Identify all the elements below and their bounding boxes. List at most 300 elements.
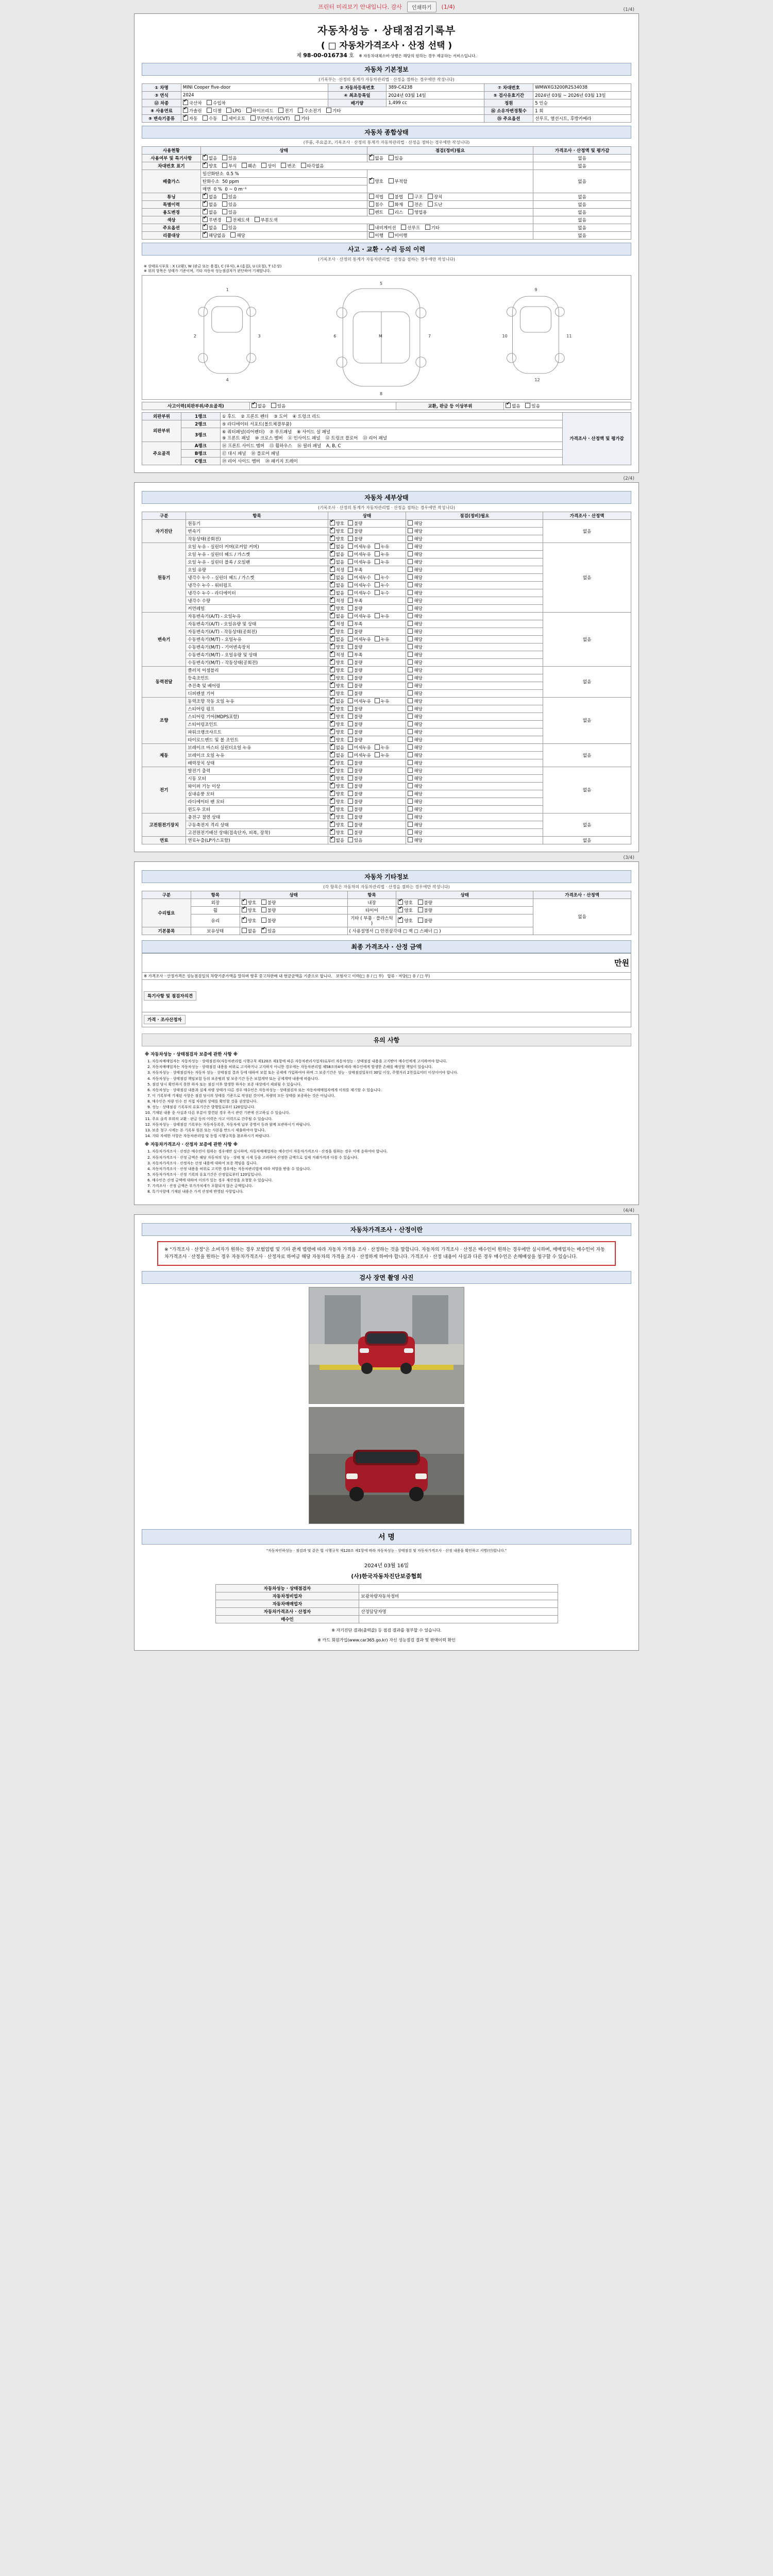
opt-cell[interactable]: 해당 <box>408 598 422 604</box>
opt-cell[interactable]: 미세누유 <box>348 698 371 704</box>
opt-cell[interactable]: 미세누수 <box>348 574 371 581</box>
opt-cell[interactable]: 부족 <box>348 621 362 627</box>
opt-cell[interactable]: ✔ 양호 <box>398 900 412 906</box>
fuel-option-3[interactable]: 하이브리드 <box>246 108 274 114</box>
signature-row-value[interactable]: 산정담당자명 <box>359 1607 558 1615</box>
opt-cell[interactable]: ✔ 양호 <box>330 729 344 735</box>
detail-item-needs-repair[interactable] <box>406 589 543 597</box>
opt-cell[interactable]: 해당 <box>408 636 422 642</box>
detail-item-needs-repair[interactable] <box>406 759 543 767</box>
opt-cell[interactable]: 기타 <box>425 225 440 231</box>
opt-cell[interactable]: ✔ 양호 <box>330 605 344 612</box>
opt-cell[interactable]: ✔ 양호 <box>330 737 344 743</box>
opt-cell[interactable]: ✔ 양호 <box>330 528 344 534</box>
opt-cell[interactable]: 해당 <box>408 536 422 542</box>
opt-cell[interactable]: 해당 <box>408 605 422 612</box>
rank3-items: ⑥ 쿼터패널(리어펜더) ⑦ 루프패널 ⑧ 사이드 실 패널 ⑨ 프론트 패널 ⑩ 크로스 멤버 ⑪ 인사이드 패널 ⑫ 트렁크 플로어 ⑬ 리어 패널 <box>220 428 562 442</box>
detail-item-label: 냉각수 누수 - 라디에이터 <box>186 589 328 597</box>
opt-cell[interactable]: 미세누유 <box>348 544 371 550</box>
print-button[interactable]: 인쇄하기 <box>407 2 436 12</box>
opt-cell[interactable]: ✔ 적정 <box>330 567 344 573</box>
detail-item-needs-repair[interactable] <box>406 651 543 658</box>
opt-cell[interactable]: 누유 <box>375 636 389 642</box>
opt-cell[interactable]: ✔ 양호 <box>242 900 256 906</box>
transmission-option-4[interactable]: 기타 <box>295 115 309 122</box>
opt-cell[interactable]: 부분도색 <box>255 217 278 223</box>
opt-cell[interactable]: 미세누수 <box>348 590 371 596</box>
detail-item-needs-repair[interactable] <box>406 713 543 720</box>
opt-cell[interactable]: 해당 <box>408 675 422 681</box>
opt-cell[interactable]: ✔ 없음 <box>330 744 344 751</box>
opt-cell[interactable]: ✔ 없음 <box>330 613 344 619</box>
opt-cell[interactable]: ✔ 적정 <box>330 598 344 604</box>
inspection-photo-front <box>309 1287 464 1404</box>
opt-cell[interactable]: 누유 <box>375 752 389 758</box>
opt-cell[interactable]: 불량 <box>348 775 362 782</box>
detail-item-needs-repair[interactable] <box>406 527 543 535</box>
fuel-option-4[interactable]: 전기 <box>278 108 293 114</box>
opt-cell[interactable]: ✔ 양호 <box>330 629 344 635</box>
detail-item-needs-repair[interactable] <box>406 573 543 581</box>
opt-cell[interactable]: 구조 <box>408 194 423 200</box>
opt-cell[interactable]: ✔ 양호 <box>330 783 344 789</box>
detail-item-label: 배력장치 상태 <box>186 759 328 767</box>
opt-cell[interactable]: 불량 <box>348 721 362 727</box>
detail-item-needs-repair[interactable] <box>406 658 543 666</box>
opt-cell[interactable]: ✔ 양호 <box>330 520 344 527</box>
opt-cell[interactable]: ✔ 양호 <box>330 683 344 689</box>
opt-cell[interactable]: 불량 <box>348 791 362 797</box>
opt-cell[interactable]: 있음 <box>389 155 403 161</box>
detail-item-label: 클러치 어셈블리 <box>186 666 328 674</box>
opt-cell[interactable]: ✔ 없음 <box>203 225 217 231</box>
fuel-option-0[interactable]: ✔ 가솔린 <box>183 108 202 114</box>
opt-cell[interactable]: ✔ 적정 <box>330 621 344 627</box>
detail-item-needs-repair[interactable] <box>406 828 543 836</box>
fuel-option-2[interactable]: LPG <box>226 108 241 114</box>
detail-item-needs-repair[interactable] <box>406 743 543 751</box>
opt-cell[interactable]: ✔ 적정 <box>330 652 344 658</box>
opt-cell[interactable]: 해당 <box>408 520 422 527</box>
detail-item-needs-repair[interactable] <box>406 689 543 697</box>
opt-cell[interactable]: 불량 <box>348 675 362 681</box>
signature-row-value[interactable]: 보광차량자동차정비 <box>359 1592 558 1600</box>
detail-item-needs-repair[interactable] <box>406 836 543 844</box>
transmission-option-3[interactable]: 무단변속기(CVT) <box>250 115 290 122</box>
opt-cell[interactable]: 해당 <box>408 567 422 573</box>
opt-cell[interactable]: ✔ 양호 <box>242 918 256 924</box>
opt-cell[interactable]: 있음 <box>222 201 237 208</box>
opt-cell[interactable]: 해당 <box>230 232 245 239</box>
opt-cell[interactable]: 해당 <box>408 744 422 751</box>
opt-cell[interactable]: 있음 <box>271 403 285 409</box>
detail-item-label: 발전기 출력 <box>186 767 328 774</box>
svg-text:12: 12 <box>534 377 540 382</box>
detail-item-needs-repair[interactable] <box>406 805 543 813</box>
opt-cell[interactable]: 누수 <box>375 590 389 596</box>
detail-item-needs-repair[interactable] <box>406 558 543 566</box>
opt-cell[interactable]: 해당 <box>408 729 422 735</box>
opt-cell[interactable]: 불량 <box>261 918 276 924</box>
opt-cell[interactable]: ✔ 없음 <box>203 155 217 161</box>
detail-item-needs-repair[interactable] <box>406 682 543 689</box>
opt-cell[interactable]: 해당 <box>408 799 422 805</box>
opt-cell[interactable]: 해당 <box>408 783 422 789</box>
opt-cell[interactable]: 변조 <box>281 163 295 169</box>
opt-cell[interactable]: 누수 <box>375 574 389 581</box>
opt-cell[interactable]: ✔ 없음 <box>251 403 266 409</box>
opt-cell[interactable]: 타각없음 <box>301 163 324 169</box>
opt-cell[interactable]: 해당 <box>408 837 422 843</box>
opt-cell[interactable]: 있음 <box>525 403 540 409</box>
opt-cell[interactable]: ✔ 없음 <box>330 544 344 550</box>
opt-cell[interactable]: ✔ 양호 <box>330 814 344 820</box>
opt-cell[interactable]: 해당 <box>408 644 422 650</box>
opt-cell[interactable]: ✔ 양호 <box>330 806 344 812</box>
opt-cell[interactable]: 상이 <box>261 163 276 169</box>
opt-cell[interactable]: ✔ 해당없음 <box>203 232 226 239</box>
opt-cell[interactable]: ✔ 없음 <box>330 636 344 642</box>
detail-item-needs-repair[interactable] <box>406 798 543 805</box>
opt-cell[interactable]: 있음 <box>222 194 237 200</box>
opt-cell[interactable]: 해당 <box>408 551 422 557</box>
other-row-3-label2: ( 사용설명서 □ 안전삼각대 □ 잭 □ 스패너 □ ) <box>347 927 533 935</box>
opt-cell[interactable]: ✔ 양호 <box>203 163 217 169</box>
svg-text:2: 2 <box>193 333 196 338</box>
opt-cell[interactable]: ✔ 없음 <box>330 752 344 758</box>
detail-item-options <box>328 713 406 720</box>
opt-cell[interactable]: ✔ 없음 <box>330 559 344 565</box>
opt-cell[interactable]: 있음 <box>222 225 237 231</box>
opt-cell[interactable]: 해당 <box>408 814 422 820</box>
rank1-items: ① 후드 ② 프론트 펜더 ③ 도어 ④ 트렁크 리드 <box>220 412 562 420</box>
opt-cell[interactable]: ✔ 없음 <box>330 698 344 704</box>
opt-cell[interactable]: 불량 <box>261 900 276 906</box>
other-group-repair: 수리필요 <box>142 899 191 927</box>
opt-cell[interactable]: 누유 <box>375 544 389 550</box>
opt-cell[interactable]: 불량 <box>348 822 362 828</box>
opt-cell[interactable]: 훼손 <box>242 163 256 169</box>
detail-group-label: 전기 <box>142 767 186 813</box>
value-license: 389-C4238 <box>386 84 484 92</box>
detail-item-needs-repair[interactable] <box>406 550 543 558</box>
opt-cell[interactable]: 미세누유 <box>348 551 371 557</box>
detail-item-needs-repair[interactable] <box>406 635 543 643</box>
detail-group-price: 없음 <box>543 743 631 767</box>
detail-item-options <box>328 658 406 666</box>
opt-cell[interactable]: 해당 <box>408 667 422 673</box>
detail-item-needs-repair[interactable] <box>406 535 543 543</box>
notice-section1-title: ※ 자동차성능 · 상태점검자 보증에 관한 사항 ※ <box>145 1052 238 1057</box>
overall-col-1: 상태 <box>200 147 367 155</box>
opt-cell[interactable]: ✔ 없음 <box>203 209 217 215</box>
opt-cell[interactable]: ✔ 양호 <box>330 760 344 766</box>
opt-cell[interactable]: 장치 <box>428 194 442 200</box>
detail-item-needs-repair[interactable] <box>406 620 543 628</box>
fuel-option-1[interactable]: 디젤 <box>207 108 221 114</box>
opt-cell[interactable]: 미세누유 <box>348 559 371 565</box>
opt-cell[interactable]: 불량 <box>418 900 432 906</box>
signature-row-value[interactable] <box>359 1600 558 1607</box>
opt-cell[interactable]: ✔ 없음 <box>369 155 383 161</box>
detail-item-needs-repair[interactable] <box>406 604 543 612</box>
detail-item-needs-repair[interactable] <box>406 566 543 573</box>
value-owner-change: 1 회 <box>533 107 631 115</box>
opt-cell[interactable]: 전손 <box>408 201 423 208</box>
opt-cell[interactable]: ✔ 양호 <box>330 659 344 666</box>
detail-item-options <box>328 566 406 573</box>
opt-cell[interactable]: 부족 <box>348 652 362 658</box>
opt-cell[interactable]: 부족 <box>348 598 362 604</box>
svg-text:10: 10 <box>502 333 508 338</box>
detail-item-needs-repair[interactable] <box>406 728 543 736</box>
opt-cell[interactable]: 불량 <box>348 528 362 534</box>
opt-cell[interactable]: 해당 <box>408 760 422 766</box>
opt-cell[interactable]: ✔ 양호 <box>330 822 344 828</box>
overall-row-2-sub: 일산화탄소 0.5 % <box>200 170 367 178</box>
opt-cell[interactable]: 불량 <box>348 814 362 820</box>
opt-cell[interactable]: ✔ 없음 <box>330 837 344 843</box>
opt-cell[interactable]: 해당 <box>408 559 422 565</box>
overall-col-0: 사용현황 <box>142 147 201 155</box>
opt-cell[interactable]: 해당 <box>408 791 422 797</box>
opt-cell[interactable]: ✔ 없음 <box>330 590 344 596</box>
fuel-option-5[interactable]: 수소전기 <box>298 108 321 114</box>
overall-state-table <box>142 146 631 240</box>
opt-cell[interactable]: 내비게이션 <box>369 225 396 231</box>
list-item: 4. 자동차성능 · 상태점검 책임보험 등의 보증범위 및 보증기간 등은 보험계약 또는 공제계약 내용에 따릅니다. <box>152 1076 628 1081</box>
type-option-0[interactable]: ✔ 국산차 <box>183 100 202 106</box>
detail-item-needs-repair[interactable] <box>406 782 543 790</box>
opt-cell[interactable]: ✔ 양호 <box>330 644 344 650</box>
transmission-option-1[interactable]: 수동 <box>203 115 217 122</box>
fuel-option-6[interactable]: 기타 <box>326 108 341 114</box>
opt-cell[interactable]: ✔ 양호 <box>242 907 256 913</box>
detail-item-options <box>328 643 406 651</box>
opt-cell[interactable]: 누유 <box>375 551 389 557</box>
opt-cell[interactable]: 부족 <box>348 567 362 573</box>
opt-cell[interactable]: 불량 <box>348 783 362 789</box>
opt-cell[interactable]: 불량 <box>348 768 362 774</box>
opt-cell[interactable]: 불량 <box>348 536 362 542</box>
opt-cell[interactable]: 선루프 <box>401 225 420 231</box>
check-option-1[interactable]: 압류 · 저당(□ 유 / □ 무) <box>387 973 430 978</box>
opt-cell[interactable]: 해당 <box>408 737 422 743</box>
opt-cell[interactable]: 불량 <box>348 799 362 805</box>
opt-cell[interactable]: ✔ 양호 <box>330 721 344 727</box>
overall-row-0-label: 사용여부 및 특기사항 <box>142 155 201 162</box>
detail-item-needs-repair[interactable] <box>406 736 543 743</box>
opt-cell[interactable]: 해당 <box>408 829 422 836</box>
opt-cell[interactable]: 불량 <box>348 629 362 635</box>
detail-item-label: 브레이크 오일 누유 <box>186 751 328 759</box>
detail-item-needs-repair[interactable] <box>406 581 543 589</box>
opt-cell[interactable]: 해당 <box>408 574 422 581</box>
opt-cell[interactable]: 없음 <box>242 928 256 934</box>
opt-cell[interactable]: 렌트 <box>369 209 383 215</box>
opt-cell[interactable]: 해당 <box>408 613 422 619</box>
detail-item-needs-repair[interactable] <box>406 705 543 713</box>
detail-item-needs-repair[interactable] <box>406 720 543 728</box>
opt-cell[interactable]: 해당 <box>408 806 422 812</box>
detail-item-needs-repair[interactable] <box>406 821 543 828</box>
opt-cell[interactable]: 해당 <box>408 822 422 828</box>
opt-cell[interactable]: 불량 <box>348 644 362 650</box>
opt-cell[interactable]: 해당 <box>408 721 422 727</box>
detail-item-needs-repair[interactable] <box>406 813 543 821</box>
opt-cell[interactable]: 불량 <box>348 706 362 712</box>
transmission-option-0[interactable]: ✔ 자동 <box>183 115 197 122</box>
detail-item-options <box>328 558 406 566</box>
opt-cell[interactable]: ✔ 양호 <box>330 768 344 774</box>
opt-cell[interactable]: 해당 <box>408 582 422 588</box>
opt-cell[interactable]: 적법 <box>369 194 383 200</box>
opt-cell[interactable]: ✔ 양호 <box>398 907 412 913</box>
opt-cell[interactable]: ✔ 양호 <box>398 918 412 924</box>
footer-link[interactable]: ※ 카드 회원가입(www.car365.go.kr) 자신 성능점검 결과 및 판매이력 확인 <box>317 1637 456 1642</box>
detail-item-needs-repair[interactable] <box>406 643 543 651</box>
opt-cell[interactable]: ✔ 양호 <box>330 706 344 712</box>
signature-row-value[interactable] <box>359 1584 558 1592</box>
opt-cell[interactable]: 리스 <box>389 209 403 215</box>
opt-cell[interactable]: 누유 <box>375 613 389 619</box>
opt-cell[interactable]: 불법 <box>389 194 403 200</box>
opt-cell[interactable]: 누유 <box>375 559 389 565</box>
opt-cell[interactable]: ✔ 없음 <box>203 201 217 208</box>
detail-item-needs-repair[interactable] <box>406 543 543 550</box>
detail-item-needs-repair[interactable] <box>406 519 543 527</box>
opt-cell[interactable]: ✔ 양호 <box>330 775 344 782</box>
opt-cell[interactable]: 미세누유 <box>348 752 371 758</box>
opt-cell[interactable]: 미세누유 <box>348 744 371 751</box>
opt-cell[interactable]: 불량 <box>348 683 362 689</box>
opt-cell[interactable]: ✔ 없음 <box>330 582 344 588</box>
opt-cell[interactable]: 해당 <box>408 652 422 658</box>
opt-cell[interactable]: 해당 <box>408 629 422 635</box>
opt-cell[interactable]: ✔ 양호 <box>330 714 344 720</box>
detail-item-needs-repair[interactable] <box>406 597 543 604</box>
opt-cell[interactable]: 불량 <box>418 907 432 913</box>
opt-cell[interactable]: 불량 <box>348 667 362 673</box>
detail-item-needs-repair[interactable] <box>406 612 543 620</box>
opt-cell[interactable]: 영업용 <box>408 209 427 215</box>
opt-cell[interactable]: ✔ 양호 <box>330 829 344 836</box>
opt-cell[interactable]: 불량 <box>348 714 362 720</box>
detail-item-needs-repair[interactable] <box>406 767 543 774</box>
opt-cell[interactable]: 불량 <box>348 729 362 735</box>
opt-cell[interactable]: 있음 <box>222 155 237 161</box>
check-option-0[interactable]: 보험사고 이력(□ 유 / □ 무) <box>335 973 384 978</box>
document-number-line <box>142 51 631 59</box>
detail-item-label: 오일 누유 - 실린더 블록 / 오일팬 <box>186 558 328 566</box>
opt-cell[interactable]: 침수 <box>369 201 383 208</box>
opt-cell[interactable]: ✔ 양호 <box>330 536 344 542</box>
opt-cell[interactable]: 해당 <box>408 590 422 596</box>
opt-cell[interactable]: 불량 <box>348 520 362 527</box>
opt-cell[interactable]: 부식 <box>222 163 237 169</box>
detail-item-needs-repair[interactable] <box>406 666 543 674</box>
detail-item-needs-repair[interactable] <box>406 751 543 759</box>
opt-cell[interactable]: 불량 <box>261 907 276 913</box>
opt-cell[interactable]: 불량 <box>348 605 362 612</box>
opt-cell[interactable]: 해당 <box>408 683 422 689</box>
opt-cell[interactable]: 도난 <box>428 201 442 208</box>
opt-cell[interactable]: ✔ 없음 <box>203 194 217 200</box>
opt-cell[interactable]: ✔양호 <box>369 178 383 184</box>
opt-cell[interactable]: 불량 <box>348 737 362 743</box>
opt-cell[interactable]: 있음 <box>348 837 362 843</box>
opt-cell[interactable]: 해당 <box>408 621 422 627</box>
opt-cell[interactable]: 해당 <box>408 752 422 758</box>
detail-item-needs-repair[interactable] <box>406 790 543 798</box>
opt-cell[interactable]: 불량 <box>418 918 432 924</box>
opt-cell[interactable]: 불량 <box>348 829 362 836</box>
opt-cell[interactable]: 해당 <box>408 690 422 697</box>
other-row-2-opts <box>240 914 347 927</box>
opt-cell[interactable]: 미이행 <box>389 232 408 239</box>
opt-cell[interactable]: ✔ 없음 <box>506 403 520 409</box>
detail-item-options <box>328 782 406 790</box>
opt-cell[interactable]: 해당 <box>408 659 422 666</box>
detail-item-needs-repair[interactable] <box>406 628 543 635</box>
doc-issuer-note: ※ 자동차대체소비·상행은 해당의 원하는 경우 제공하는 서비스입니다. <box>359 54 477 58</box>
opt-cell[interactable]: 이행 <box>369 232 383 239</box>
opt-cell[interactable]: ✔ 양호 <box>330 675 344 681</box>
detail-item-needs-repair[interactable] <box>406 674 543 682</box>
opt-cell[interactable]: 미세누유 <box>348 636 371 642</box>
opt-cell[interactable]: 불량 <box>348 806 362 812</box>
detail-item-needs-repair[interactable] <box>406 697 543 705</box>
opt-cell[interactable]: ✔ 없음 <box>330 574 344 581</box>
opt-cell[interactable]: ✔ 없음 <box>330 551 344 557</box>
opt-cell[interactable]: ✔ 양호 <box>330 667 344 673</box>
detail-item-label: 커먼레일 <box>186 604 328 612</box>
opt-cell[interactable]: ✔ 양호 <box>330 690 344 697</box>
opt-cell[interactable]: 부적합 <box>389 178 408 184</box>
section-basic-band: 자동차 기본정보 <box>142 63 631 76</box>
opt-cell[interactable]: 불량 <box>348 760 362 766</box>
opt-cell[interactable]: 해당 <box>408 706 422 712</box>
transmission-option-2[interactable]: 세미오토 <box>222 115 245 122</box>
signature-row-value[interactable] <box>359 1615 558 1623</box>
opt-cell[interactable]: ✔ 있음 <box>261 928 276 934</box>
opt-cell[interactable]: 누수 <box>375 582 389 588</box>
opt-cell[interactable]: 전체도색 <box>226 217 249 223</box>
opt-cell[interactable]: 누유 <box>375 698 389 704</box>
frame-label: 주요골격 <box>142 442 181 465</box>
opt-cell[interactable]: 해당 <box>408 544 422 550</box>
opt-cell[interactable]: 미세누수 <box>348 582 371 588</box>
opt-cell[interactable]: 해당 <box>408 768 422 774</box>
opt-cell[interactable]: 해당 <box>408 775 422 782</box>
opt-cell[interactable]: 해당 <box>408 698 422 704</box>
opt-cell[interactable]: 미세누유 <box>348 613 371 619</box>
page4-redbox: ※ "가격조사 · 산정"은 소비자가 원하는 경우 보험업법 및 기타 관계 법령에 따라 자동차 가격을 조사 · 산정하는 것을 말합니다. 자동차의 가격조사 · 산정은 매수인이 원하는 경우에만 실시하며, 매매업자는 매수인이 자동차가격조사 · 산정을 원하는 경우 자동차가격조사 · 산정자로 하여금 해당 자동차의 가격을 조사 · 산정하게 하여야 합니다. 가격조사 · 산정 내용이 사실과 다른 경우 매수인은 손해배상을 청구할 수 있습니다. <box>157 1241 616 1266</box>
opt-cell[interactable]: ✔ 양호 <box>330 791 344 797</box>
opt-cell[interactable]: 해당 <box>408 528 422 534</box>
type-option-1[interactable]: 수입차 <box>207 100 226 106</box>
value-transmission <box>181 115 484 123</box>
opt-cell[interactable]: 불량 <box>348 659 362 666</box>
opt-cell[interactable]: 있음 <box>222 209 237 215</box>
opt-cell[interactable]: ✔ 양호 <box>330 799 344 805</box>
opt-cell[interactable]: 누유 <box>375 744 389 751</box>
opt-cell[interactable]: ✔ 무변경 <box>203 217 222 223</box>
opt-cell[interactable]: 화재 <box>389 201 403 208</box>
opt-cell[interactable]: 불량 <box>348 690 362 697</box>
opt-cell[interactable]: 해당 <box>408 714 422 720</box>
detail-item-needs-repair[interactable] <box>406 774 543 782</box>
